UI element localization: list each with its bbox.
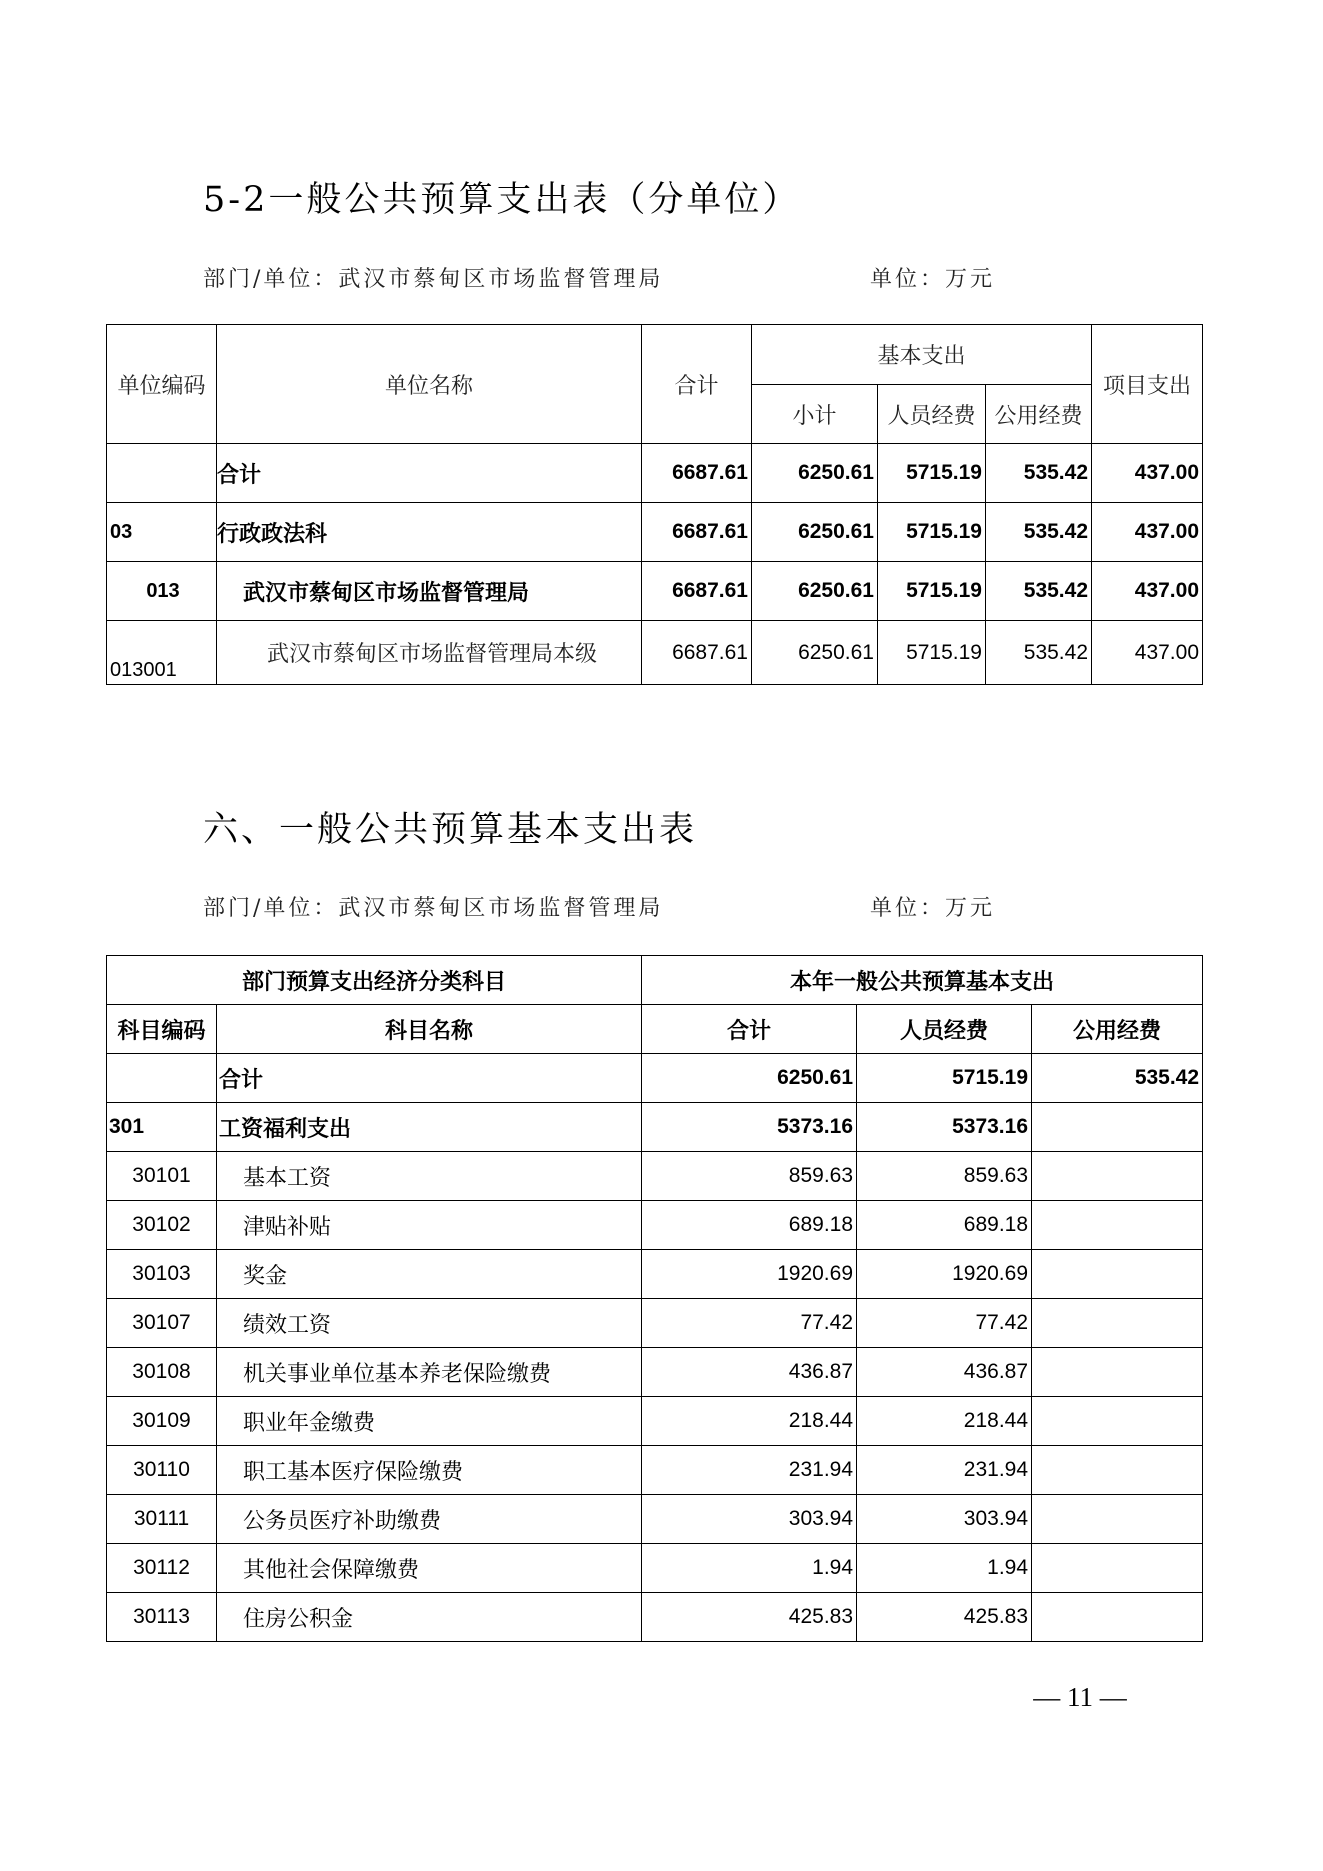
header-total: 合计	[642, 1005, 857, 1054]
row-total: 1920.69	[642, 1250, 857, 1299]
section1-dept: 部门/单位：武汉市蔡甸区市场监督管理局	[203, 267, 664, 292]
header-code: 科目编码	[107, 1005, 217, 1054]
section1-title: 5-2一般公共预算支出表（分单位）	[203, 180, 801, 220]
row-code	[107, 1054, 217, 1103]
header-group-right: 本年一般公共预算基本支出	[642, 956, 1203, 1005]
row-public	[1032, 1397, 1203, 1446]
row-total: 218.44	[642, 1397, 857, 1446]
row-code: 30109	[107, 1397, 217, 1446]
row-name: 住房公积金	[217, 1593, 642, 1642]
row-public: 535.42	[1032, 1054, 1203, 1103]
table-row	[107, 1544, 1203, 1593]
row-personnel: 77.42	[857, 1299, 1032, 1348]
header-project: 项目支出	[1092, 325, 1203, 444]
row-name: 武汉市蔡甸区市场监督管理局	[217, 562, 642, 621]
row-name: 合计	[217, 1054, 642, 1103]
row-code	[107, 444, 217, 503]
row-public: 535.42	[986, 503, 1092, 562]
header-name: 科目名称	[217, 1005, 642, 1054]
header-public: 公用经费	[1032, 1005, 1203, 1054]
row-code: 013001	[107, 621, 217, 685]
section1-unit: 单位：万元	[870, 267, 996, 292]
row-public	[1032, 1299, 1203, 1348]
row-total: 231.94	[642, 1446, 857, 1495]
row-subtotal: 6250.61	[752, 503, 878, 562]
section2-unit: 单位：万元	[870, 896, 996, 921]
group-row	[107, 1103, 1203, 1152]
row-code: 30113	[107, 1593, 217, 1642]
row-personnel: 859.63	[857, 1152, 1032, 1201]
row-name: 武汉市蔡甸区市场监督管理局本级	[217, 621, 642, 685]
row-total: 5373.16	[642, 1103, 857, 1152]
row-project: 437.00	[1092, 621, 1203, 685]
row-total: 1.94	[642, 1544, 857, 1593]
row-code: 30102	[107, 1201, 217, 1250]
row-public	[1032, 1348, 1203, 1397]
header-public: 公用经费	[986, 385, 1092, 444]
row-public	[1032, 1152, 1203, 1201]
row-total: 425.83	[642, 1593, 857, 1642]
row-name: 基本工资	[217, 1152, 642, 1201]
table-row	[107, 1593, 1203, 1642]
row-personnel: 5715.19	[878, 621, 986, 685]
header-subtotal: 小计	[752, 385, 878, 444]
row-personnel: 5715.19	[878, 444, 986, 503]
table-row	[107, 1495, 1203, 1544]
row-personnel: 231.94	[857, 1446, 1032, 1495]
row-public	[1032, 1446, 1203, 1495]
row-name: 职工基本医疗保险缴费	[217, 1446, 642, 1495]
table-row	[107, 1201, 1203, 1250]
section1-dept-line	[203, 262, 1003, 293]
row-code: 30110	[107, 1446, 217, 1495]
row-personnel: 5715.19	[878, 562, 986, 621]
table-row	[107, 1152, 1203, 1201]
row-code: 30103	[107, 1250, 217, 1299]
row-total: 6250.61	[642, 1054, 857, 1103]
row-name: 绩效工资	[217, 1299, 642, 1348]
row-code: 03	[107, 503, 217, 562]
row-public	[1032, 1201, 1203, 1250]
row-project: 437.00	[1092, 444, 1203, 503]
row-code: 301	[107, 1103, 217, 1152]
header-unit-code: 单位编码	[107, 325, 217, 444]
basic-expenditure-table	[106, 955, 1203, 1642]
row-name: 津贴补贴	[217, 1201, 642, 1250]
row-name: 行政政法科	[217, 503, 642, 562]
row-code: 30112	[107, 1544, 217, 1593]
row-personnel: 218.44	[857, 1397, 1032, 1446]
row-project: 437.00	[1092, 562, 1203, 621]
row-public	[1032, 1544, 1203, 1593]
row-personnel: 1.94	[857, 1544, 1032, 1593]
row-public: 535.42	[986, 562, 1092, 621]
row-total: 689.18	[642, 1201, 857, 1250]
row-total: 6687.61	[642, 503, 752, 562]
row-personnel: 303.94	[857, 1495, 1032, 1544]
unit-expenditure-table	[106, 324, 1203, 685]
header-personnel: 人员经费	[878, 385, 986, 444]
row-code: 30107	[107, 1299, 217, 1348]
table-row	[107, 1348, 1203, 1397]
total-row	[107, 1054, 1203, 1103]
row-name: 职业年金缴费	[217, 1397, 642, 1446]
header-personnel: 人员经费	[857, 1005, 1032, 1054]
row-total: 303.94	[642, 1495, 857, 1544]
row-total: 859.63	[642, 1152, 857, 1201]
table-row	[107, 562, 1203, 621]
row-public	[1032, 1103, 1203, 1152]
row-public	[1032, 1495, 1203, 1544]
row-name: 合计	[217, 444, 642, 503]
table-row	[107, 1250, 1203, 1299]
row-code: 013	[107, 562, 217, 621]
row-subtotal: 6250.61	[752, 444, 878, 503]
row-project: 437.00	[1092, 503, 1203, 562]
row-personnel: 5715.19	[857, 1054, 1032, 1103]
row-total: 77.42	[642, 1299, 857, 1348]
row-personnel: 436.87	[857, 1348, 1032, 1397]
header-total: 合计	[642, 325, 752, 444]
row-personnel: 425.83	[857, 1593, 1032, 1642]
row-public: 535.42	[986, 444, 1092, 503]
page-number: — 11 —	[1033, 1682, 1127, 1712]
row-public	[1032, 1250, 1203, 1299]
row-public	[1032, 1593, 1203, 1642]
row-total: 6687.61	[642, 562, 752, 621]
row-name: 公务员医疗补助缴费	[217, 1495, 642, 1544]
row-code: 30111	[107, 1495, 217, 1544]
table-row	[107, 503, 1203, 562]
section2-dept: 部门/单位：武汉市蔡甸区市场监督管理局	[203, 896, 664, 921]
row-personnel: 689.18	[857, 1201, 1032, 1250]
row-code: 30101	[107, 1152, 217, 1201]
row-personnel: 5715.19	[878, 503, 986, 562]
header-unit-name: 单位名称	[217, 325, 642, 444]
header-group-left: 部门预算支出经济分类科目	[107, 956, 642, 1005]
row-name: 机关事业单位基本养老保险缴费	[217, 1348, 642, 1397]
table-row	[107, 1299, 1203, 1348]
header-basic: 基本支出	[752, 325, 1092, 385]
table-row	[107, 444, 1203, 503]
row-subtotal: 6250.61	[752, 562, 878, 621]
table-row	[107, 621, 1203, 685]
table-row	[107, 1446, 1203, 1495]
row-total: 6687.61	[642, 621, 752, 685]
row-code: 30108	[107, 1348, 217, 1397]
section2-title: 六、一般公共预算基本支出表	[203, 810, 698, 850]
section2-dept-line	[203, 891, 1003, 922]
row-name: 奖金	[217, 1250, 642, 1299]
row-personnel: 5373.16	[857, 1103, 1032, 1152]
row-total: 6687.61	[642, 444, 752, 503]
row-subtotal: 6250.61	[752, 621, 878, 685]
table-row	[107, 1397, 1203, 1446]
row-name: 工资福利支出	[217, 1103, 642, 1152]
row-public: 535.42	[986, 621, 1092, 685]
row-total: 436.87	[642, 1348, 857, 1397]
row-personnel: 1920.69	[857, 1250, 1032, 1299]
row-name: 其他社会保障缴费	[217, 1544, 642, 1593]
